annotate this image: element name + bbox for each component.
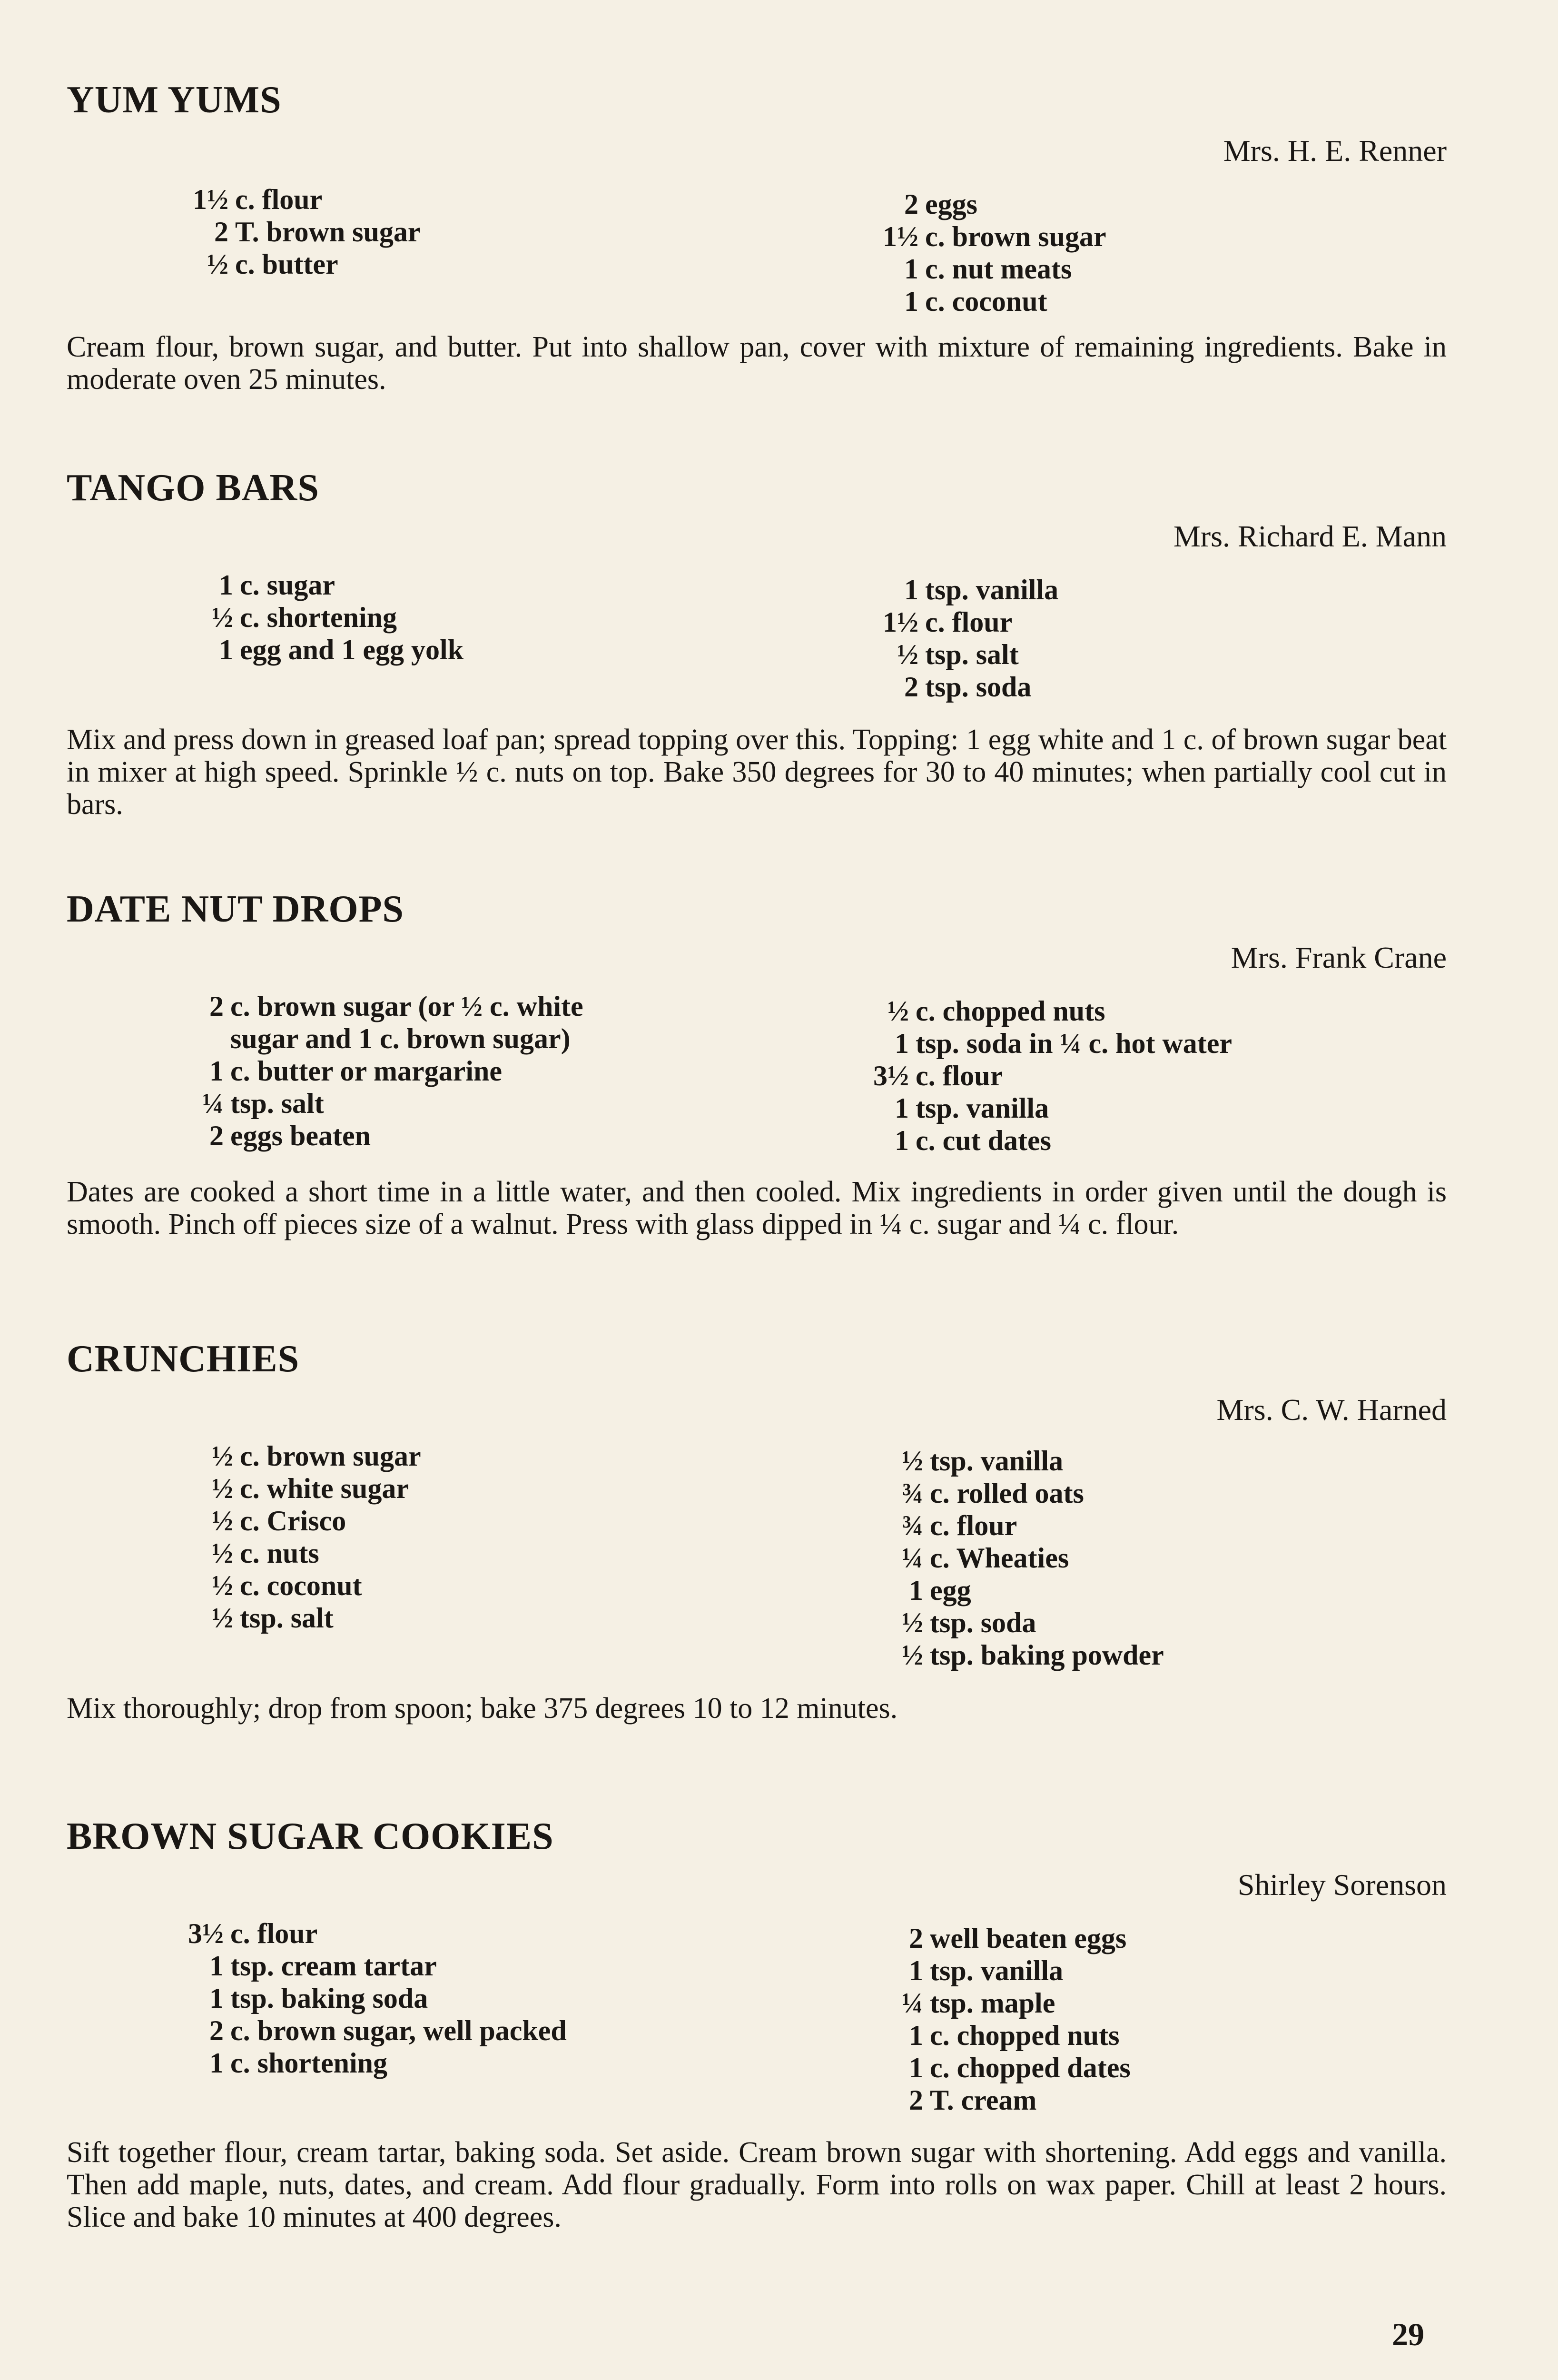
ingredient: 3½ c. flour xyxy=(873,1060,1003,1091)
ingredient: 1 c. shortening xyxy=(209,2047,387,2079)
ingredient: 1½ c. brown sugar xyxy=(883,221,1106,252)
recipe-crunchies xyxy=(67,1338,1447,1725)
ingredients-right xyxy=(857,995,1232,1157)
recipe-title: DATE NUT DROPS xyxy=(67,888,404,930)
ingredient: ¾ c. flour xyxy=(902,1510,1017,1541)
recipe-author: Mrs. Frank Crane xyxy=(1231,941,1447,974)
ingredient: 1½ c. flour xyxy=(193,184,323,215)
recipe-instructions: Sift together flour, cream tartar, baking soda. Set aside. Cream brown sugar with shortening. Add eggs and vanilla. Then add maple, nuts, dates, and cream. Add flour gradually. Form into rolls on wax paper. Chill at least 2 hours. Slice and bake 10 minutes at 400 degrees. xyxy=(67,2136,1447,2233)
ingredients-right xyxy=(885,1445,1164,1671)
page-number: 29 xyxy=(1392,2316,1424,2352)
recipe-title: YUM YUMS xyxy=(67,79,282,121)
ingredient: 2 T. brown sugar xyxy=(214,216,421,248)
recipe-date-nut-drops xyxy=(67,888,1447,1240)
recipe-instructions: Mix and press down in greased loaf pan; spread topping over this. Topping: 1 egg white and 1 c. of brown sugar beat in mixer at high speed. Sprinkle ½ c. nuts on top. Bake 350 degrees for 30 to 40 minutes; when partially cool cut in bars. xyxy=(67,724,1447,821)
ingredient: 1 tsp. vanilla xyxy=(909,1955,1064,1986)
ingredient: 1 c. cut dates xyxy=(895,1125,1051,1156)
ingredients-right xyxy=(866,188,1106,317)
ingredient: ½ tsp. vanilla xyxy=(902,1445,1064,1477)
ingredient: ½ c. coconut xyxy=(212,1570,362,1601)
ingredient: ½ tsp. soda xyxy=(902,1607,1036,1638)
recipe-title: CRUNCHIES xyxy=(67,1338,300,1380)
ingredient: 1 tsp. baking soda xyxy=(209,1983,428,2014)
ingredient: 1 c. coconut xyxy=(904,286,1047,317)
ingredient: ¼ tsp. maple xyxy=(902,1987,1055,2019)
ingredients-right xyxy=(866,574,1058,703)
ingredient: 2 eggs beaten xyxy=(209,1120,371,1151)
ingredient: 1 tsp. soda in ¼ c. hot water xyxy=(895,1028,1233,1059)
ingredient: 1 egg and 1 egg yolk xyxy=(219,634,464,665)
ingredients-right xyxy=(885,1922,1131,2116)
recipe-author: Mrs. C. W. Harned xyxy=(1216,1393,1447,1427)
ingredients-left xyxy=(176,183,421,280)
ingredient: 1 c. butter or margarine xyxy=(209,1055,502,1087)
ingredient: 1 tsp. cream tartar xyxy=(209,1950,437,1982)
recipe-author: Mrs. Richard E. Mann xyxy=(1173,519,1447,553)
ingredient: ½ c. shortening xyxy=(212,602,397,633)
ingredient: ½ c. nuts xyxy=(212,1537,319,1569)
ingredient-continued: sugar and 1 c. brown sugar) xyxy=(230,1023,571,1054)
recipe-instructions: Cream flour, brown sugar, and butter. Put into shallow pan, cover with mixture of remaining ingredients. Bake in moderate oven 25 minutes. xyxy=(67,331,1447,396)
ingredient: 1 egg xyxy=(909,1575,971,1606)
ingredient: 1 tsp. vanilla xyxy=(895,1092,1049,1124)
ingredients-left xyxy=(171,1917,567,2079)
ingredient: ¼ tsp. salt xyxy=(202,1088,324,1119)
ingredient: ½ c. butter xyxy=(207,248,338,280)
ingredients-left xyxy=(195,1440,421,1634)
ingredient: ½ tsp. baking powder xyxy=(902,1639,1164,1671)
recipe-instructions: Dates are cooked a short time in a little water, and then cooled. Mix ingredients in order given until the dough is smooth. Pinch off pieces size of a walnut. Press with glass dipped in ¼ c. sugar and ¼ c. flour. xyxy=(67,1176,1447,1240)
ingredient: 1 c. chopped nuts xyxy=(909,2020,1120,2051)
ingredient: 2 well beaten eggs xyxy=(909,1923,1127,1954)
ingredient: ½ c. white sugar xyxy=(212,1473,409,1504)
ingredient: 1 c. chopped dates xyxy=(909,2052,1131,2083)
ingredients-left xyxy=(195,569,463,666)
ingredients-left xyxy=(186,990,583,1152)
recipe-yum-yums xyxy=(67,79,1447,396)
ingredient: 2 tsp. soda xyxy=(904,671,1032,703)
recipe-brown-sugar-cookies xyxy=(67,1815,1447,2233)
ingredient: 2 T. cream xyxy=(909,2084,1037,2116)
ingredient: 1 c. nut meats xyxy=(904,253,1072,285)
ingredient: ½ c. Crisco xyxy=(212,1505,346,1537)
ingredient: ½ tsp. salt xyxy=(897,639,1019,670)
recipe-tango-bars xyxy=(67,467,1447,821)
ingredient: ½ c. chopped nuts xyxy=(887,995,1105,1027)
ingredient: ¼ c. Wheaties xyxy=(902,1542,1069,1574)
ingredient: 2 eggs xyxy=(904,188,977,220)
recipe-title: BROWN SUGAR COOKIES xyxy=(67,1815,554,1857)
ingredient: 1 c. sugar xyxy=(219,569,335,601)
ingredient: 3½ c. flour xyxy=(188,1918,318,1949)
ingredient: 2 c. brown sugar (or ½ c. white xyxy=(209,991,583,1022)
recipe-author: Mrs. H. E. Renner xyxy=(1223,134,1447,168)
recipe-title: TANGO BARS xyxy=(67,467,319,509)
ingredient: ¾ c. rolled oats xyxy=(902,1478,1084,1509)
ingredient: 1½ c. flour xyxy=(883,606,1013,638)
ingredient: 2 c. brown sugar, well packed xyxy=(209,2015,567,2046)
recipe-author: Shirley Sorenson xyxy=(1237,1868,1447,1902)
ingredient: ½ tsp. salt xyxy=(212,1602,334,1634)
ingredient: ½ c. brown sugar xyxy=(212,1440,421,1472)
ingredient: 1 tsp. vanilla xyxy=(904,574,1059,605)
recipe-instructions: Mix thoroughly; drop from spoon; bake 375 degrees 10 to 12 minutes. xyxy=(67,1692,898,1725)
